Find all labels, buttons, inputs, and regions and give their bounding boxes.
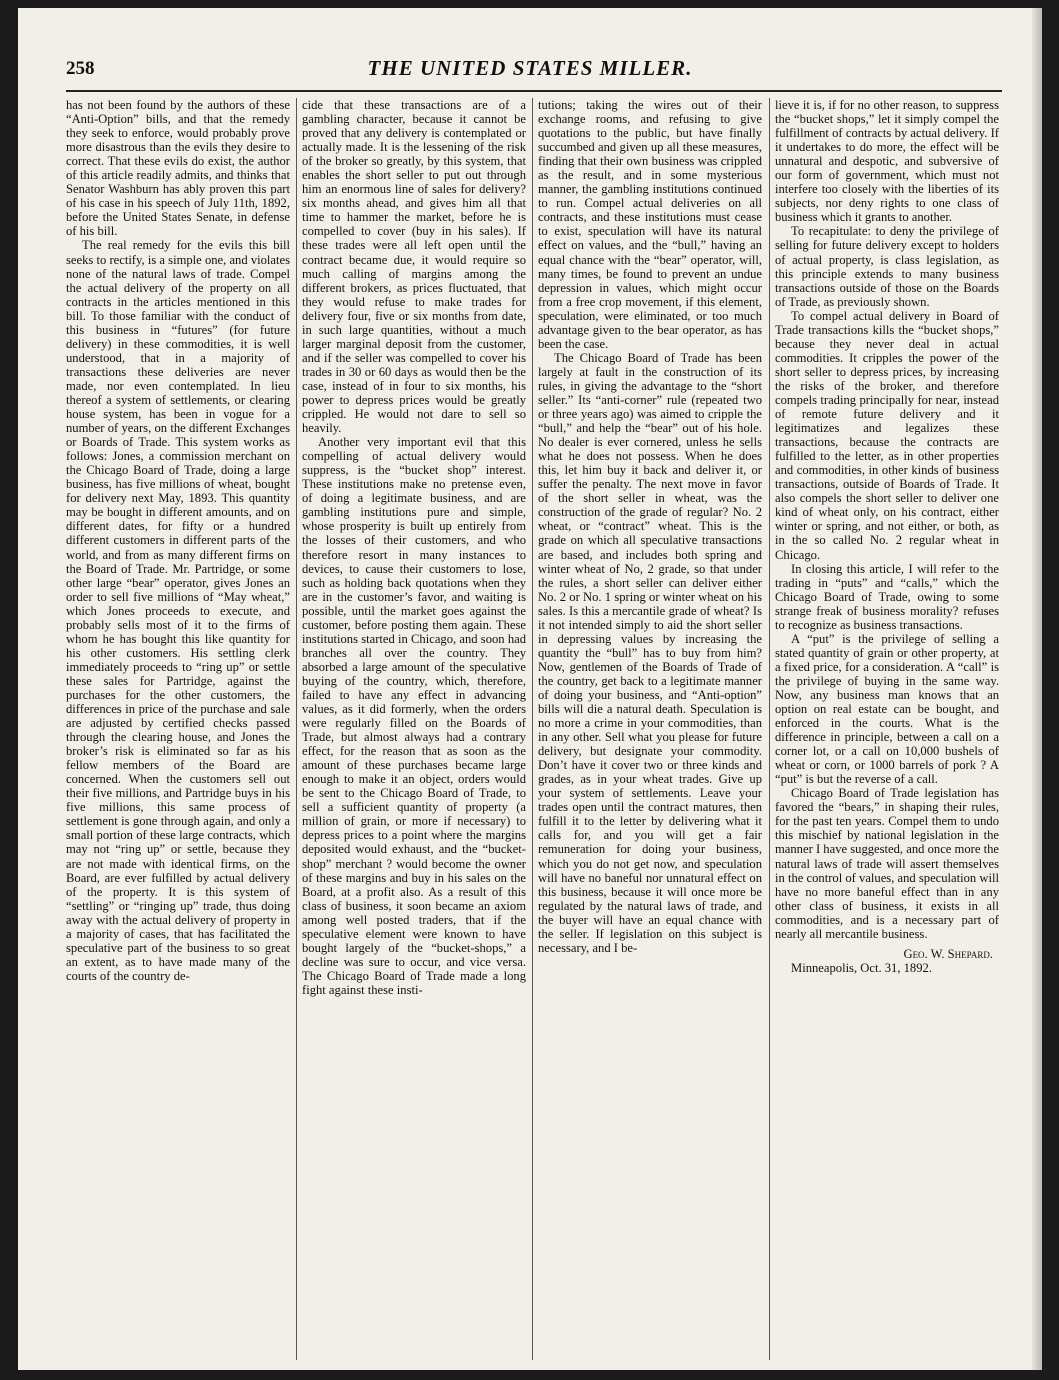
column-divider [769, 98, 770, 1360]
author-signature: Geo. W. Shepard. [903, 946, 993, 961]
page-number: 258 [66, 58, 95, 79]
article-body [66, 98, 1001, 1360]
paragraph: has not been found by the authors of these “Anti-Option” bills, and that the remedy they seek to enforce, would probably prove more disastrous than the evils they desire to correct. That these evils do exist, the author of this article readily admits, and thinks that Senator Washburn has ably proven this part of his case in his speech of July 11th, 1892, before the United States Senate, in defense of his bill. [66, 98, 290, 239]
column-divider [532, 98, 533, 1360]
paragraph: Another very important evil that this compelling of actual delivery would suppress, is the “bucket shop” interest. These institutions make no pretense even, of doing a legitimate business, and are gambling institutions pure and simple, whose prosperity is built up entirely from the losses of their customers, and who therefore resort in many instances to devices, to cause their customers to lose, such as holding back quotations when they are in the customer’s favor, and waiting is possible, until the market goes against the customer, before posting them again. These institutions started in Chicago, and soon had branches all over the country. They absorbed a large amount of the speculative buying of the country, which, therefore, failed to have any effect in advancing values, as it did formerly, when the orders were regularly filled on the Boards of Trade, but almost always had a contrary effect, for the reason that as soon as the amount of these purchases became large enough to make it an object, orders would be sent to the Chicago Board of Trade, to sell a sufficient quantity of property (a million of grain, or more if necessary) to depress prices to a point where the margins deposited would exhaust, and the “bucket-shop” merchant ? would become the owner of these margins and buy in his sales on the Board, at a profit also. As a result of this class of business, it soon became an axiom among well posted traders, that if the speculative element were known to have bought largely of the “bucket-shops,” a decline was sure to occur, and vice versa. The Chicago Board of Trade made a long fight against these insti- [302, 435, 526, 997]
column-divider [296, 98, 297, 1360]
column-2 [302, 98, 526, 1360]
paragraph: Chicago Board of Trade legislation has favored the “bears,” in shaping their rules, for the past ten years. Compel them to undo this mischief by national legislation in the manner I have suggested, and once more the natural laws of trade will assert themselves in the control of values, and speculation will have no more baneful effect than in any other class of business, it exists in all commodities, and is a necessary part of nearly all mercantile business. [775, 786, 999, 941]
paragraph: To compel actual delivery in Board of Trade transactions kills the “bucket shops,” because they never deal in actual commodities. It cripples the power of the short seller to depress prices, by increasing the risks of the broker, and therefore compels trading principally for near, instead of remote future delivery and it legitimatizes and legalizes these transactions, because the contracts are fulfilled to the letter, as in other properties and commodities, in other kinds of business transactions, outside of Boards of Trade. It also compels the short seller to deliver one kind of wheat only, on his contract, either winter or spring, and not either, or both, as in the so called No. 2 regular wheat in Chicago. [775, 308, 999, 562]
paragraph: tutions; taking the wires out of their exchange rooms, and refusing to give quotations to the public, but have finally succumbed and given up all these measures, finding that their own business was crippled as the result, and in some mysterious manner, the gambling institutions continued to run. Compel actual deliveries on all contracts, and these institutions must cease to exist, speculation will have its natural effect on values, and the “bull,” having an equal chance with the “bear” operator, will, many times, be found to prevent an undue depression in values, which might occur from a free crop movement, if this element, speculation, were eliminated, or too much advantage given to the bear operator, as has been the case. [538, 98, 762, 351]
header-rule [66, 90, 1002, 92]
paragraph: To recapitulate: to deny the privilege of selling for future delivery except to holders of actual property, is class legislation, as this principle extends to many business transactions outside of those on the Boards of Trade, as previously shown. [775, 224, 999, 309]
paragraph: cide that these transactions are of a gambling character, because it cannot be proved that any delivery is contemplated or actually made. It is the lessening of the risk of the broker so greatly, by this system, that enables the short seller to put out through him an enormous line of sales for delivery? six months ahead, and gives him all that time to hammer the market, before he is compelled to cover (buy in his sales). If these trades were all left open until the contract became due, it would require so much calling of margins among the different brokers, as prices fluctuated, that they would refuse to make trades for delivery four, five or six months from date, in such large quantities, without a much larger marginal deposit from the customer, and if the seller was compelled to cover his trades in 30 or 60 days as would then be the case, instead of in four to six months, his power to depress prices would be greatly crippled. He would not dare to sell so heavily. [302, 98, 526, 436]
paragraph: In closing this article, I will refer to the trading in “puts” and “calls,” which the Chicago Board of Trade, owing to some strange freak of business morality? refuses to recognize as business transactions. [775, 561, 999, 632]
column-4 [775, 98, 999, 1360]
paragraph: The real remedy for the evils this bill seeks to rectify, is a simple one, and violates none of the natural laws of trade. Compel the actual delivery of the property on all contracts in the articles mentioned in this bill. To those familiar with the conduct of this business in “futures” (for future delivery) in these commodities, it is well understood, that in a majority of transactions these deliveries are never made, nor even contemplated. In lieu thereof a system of settlements, or clearing house system, has been in vogue for a number of years, on the different Exchanges or Boards of Trade. This system works as follows: Jones, a commission merchant on the Chicago Board of Trade, doing a large business, has five millions of wheat, bought for delivery next May, 1893. This quantity may be bought in different amounts, and on different dates, for fifty or a hundred different customers in different parts of the world, and from as many different firms on the Board of Trade. Mr. Partridge, or some other large “bear” operator, gives Jones an order to sell five millions of “May wheat,” which Jones proceeds to execute, and probably sells most of it to the firms of whom he has bought this like quantity for his other customers. His settling clerk immediately proceeds to “ring up” or settle these sales for Partridge, against the purchases for the other customers, the differences in price of the purchase and sale are adjusted by certified checks passed through the clearing house, and Jones the broker’s risk is eliminated so far as his fellow members of the Board are concerned. When the customers sell out their five millions, and Partridge buys in his five millions, this same process of settlement is gone through again, and only a small portion of these large contracts, which may not “ring up” or settle, because they are not made with identical firms, on the Board, are ever fulfilled by actual delivery of the property. It is this system of “settling” or “ringing up” trade, thus doing away with the actual delivery of property in a majority of cases, that has facilitated the speculative part of the business to so great an extent, as to have made many of the courts of the country de- [66, 238, 290, 983]
column-3 [538, 98, 762, 1360]
paragraph: The Chicago Board of Trade has been largely at fault in the construction of its rules, in giving the advantage to the “short seller.” Its “anti-corner” rule (repeated two or three years ago) was aimed to cripple the “bull,” and help the “bear” out of his hole. No dealer is ever cornered, unless he sells what he does not possess. When he does this, let him buy it back and deliver it, or suffer the penalty. The next move in favor of the short seller in wheat, was the construction of the grade of regular? No. 2 wheat, or “contract” wheat. This is the grade on which all speculative transactions are based, and includes both spring and winter wheat of No, 2 grade, so that under the rules, a short seller can deliver either No. 2 or No. 1 spring or winter wheat on his sales. Is this a mercantile grade of wheat? Is it not intended simply to aid the short seller in depressing values by increasing the quantity the “bull” has to buy from him? Now, gentlemen of the Boards of Trade of the country, get back to a legitimate manner of doing your business, and “Anti-option” bills will die a natural death. Speculation is no more a crime in your commodities, than in any other. Sell what you please for future delivery, but designate your commodity. Don’t have it cover two or three kinds and grades, as in your wheat trades. Give up your system of settlements. Leave your trades open until the contract matures, then fulfill it to the letter by delivering what it calls for, and you will get a fair remuneration for doing your business, which you do not get now, and speculation will have no baneful nor unnatural effect on this business, because it will once more be regulated by the natural laws of trade, and the buyer will have an equal chance with the seller. If legislation on this subject is necessary, and I be- [538, 350, 762, 955]
newspaper-page [18, 8, 1042, 1370]
column-1 [66, 98, 290, 1360]
page-header [18, 52, 1042, 86]
paragraph: lieve it is, if for no other reason, to suppress the “bucket shops,” let it simply compel the fulfillment of contracts by actual delivery. If it undertakes to do more, the effect will be unnatural and despotic, and subversive of our form of government, which must not interfere too closely with the liberties of its subjects, nor deny rights to one class of business which it grants to another. [775, 98, 999, 225]
paragraph: A “put” is the privilege of selling a stated quantity of grain or other property, at a fixed price, for a consideration. A “call” is the privilege of buying in the same way. Now, any business man knows that an option on real estate can be bought, and enforced in the courts. What is the difference in principle, between a call on a corner lot, or a call on 10,000 bushels of wheat or corn, or 1000 barrels of pork ? A “put” is but the reverse of a call. [775, 631, 999, 787]
page-edge [1032, 8, 1042, 1370]
dateline: Minneapolis, Oct. 31, 1892. [791, 960, 932, 975]
publication-title: THE UNITED STATES MILLER. [367, 56, 693, 80]
